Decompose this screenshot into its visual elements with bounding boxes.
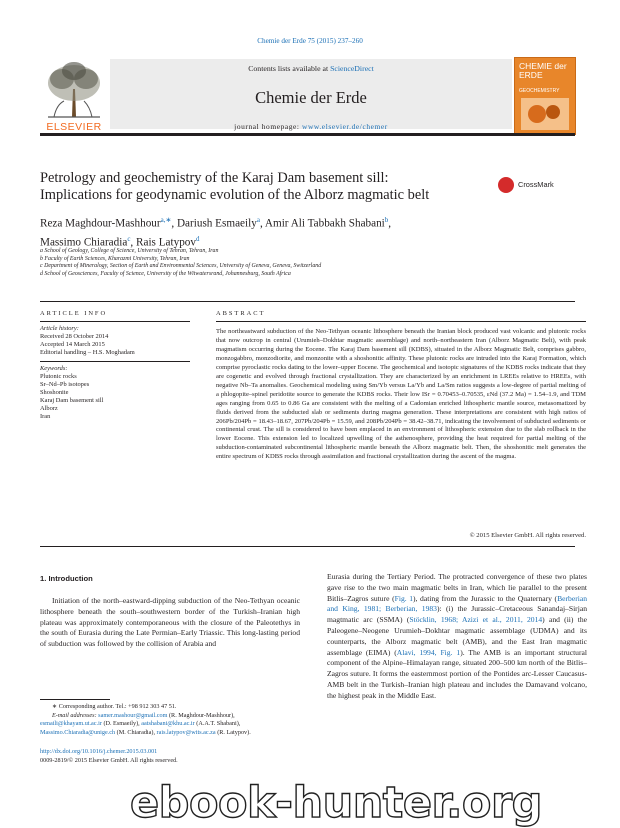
citation-link[interactable]: Berberian and King, 1981; Berberian, 1983	[327, 593, 587, 614]
abstract-rule	[216, 321, 586, 322]
corresponding-author-footnote: ∗ Corresponding author. Tel.: +98 912 303 47 51. E-mail addresses: samer.mashour@gmail.com (R. Maghdour-Mashhour), esmaili@khayam.ut.ac.ir (D. Esmaeily), aatshabani@khu.ac.ir (A.A.T. Shabani), Massimo.Chiaradia@unige.ch (M. Chiaradia), rais.latypov@wits.ac.za (R. Latypov).	[40, 703, 251, 736]
journal-cover-image	[514, 57, 576, 135]
elsevier-tree-logo	[40, 59, 108, 129]
email-link[interactable]: rais.latypov@wits.ac.za	[156, 728, 216, 736]
doi-link[interactable]: http://dx.doi.org/10.1016/j.chemer.2015.03.001	[40, 748, 158, 755]
keyword: Plutonic rocks	[40, 372, 77, 380]
author-list: Reza Maghdour-Mashhour$^{a,∗}$, Dariush Esmaeily$^a$, Amir Ali Tabbakh Shabani$^b$, Massimo Chiaradia$^c$, Rais Latypov$^d$	[40, 216, 392, 249]
keyword: Karaj Dam basement sill	[40, 396, 104, 404]
article-info-heading: ARTICLE INFO	[40, 310, 108, 317]
email-link[interactable]: samer.mashour@gmail.com	[98, 711, 168, 719]
crossmark-icon	[498, 177, 514, 193]
info-rule	[40, 321, 190, 322]
intro-column-right: Eurasia during the Tertiary Period. The protracted convergence of these two plates gave rise to the two main magmatic belts in Iran, which lie parallel to the present Bitlis–Zagros suture (Fig. 1), dating from the Jurassic to the Quaternary (Berberian and King, 1981; Berberian, 1983): (i) the Jurassic–Cretaceous Sanandaj–Sirjan magtmatic arc (SSMA) (Stöcklin, 1968; Azizi et al., 2011, 2014) and (ii) the Paleogene–Neogene Urumieh–Dokhtar magmatic assemblage (UDMA) and its counterparts, the Alborz magmatic belt (AMB), and the East Iran magmatic assemblage (EIMA) (Alavi, 1994, Fig. 1). The AMB is an important structural component of the Alpine–Himalayan range, situated 200–500 km north of the Bitlis–Zagros suture. It forms the easternmost portion of the Pontides arc-Lesser Caucasus-AMB belt in the Turkish–Iranian high plateau and includes the Damavand volcano, the highest peak in the Middle East.	[327, 572, 587, 700]
cover-title: CHEMIE der ERDE	[519, 61, 567, 80]
homepage-line: journal homepage: www.elsevier.de/chemer	[234, 122, 388, 131]
citation-link[interactable]: Stöcklin, 1968; Azizi et al., 2011, 2014	[409, 615, 543, 625]
article-info: Article history: Received 28 October 2014 Accepted 14 March 2015 Editorial handling – H.S. Moghadam Keywords: Plutonic rocks Sr–Nd–Pb isotopes Shoshonite Karaj Dam basement sill Alborz Iran	[40, 325, 190, 421]
homepage-link[interactable]: www.elsevier.de/chemer	[302, 122, 388, 131]
introduction-heading: 1. Introduction	[40, 574, 93, 583]
cover-subtitle: GEOCHEMISTRY	[519, 88, 560, 94]
abstract-copyright: © 2015 Elsevier GmbH. All rights reserved.	[469, 532, 586, 539]
crossmark-badge[interactable]: CrossMark	[498, 177, 578, 193]
journal-header	[110, 59, 512, 129]
journal-citation[interactable]: Chemie der Erde 75 (2015) 237–260	[257, 37, 363, 45]
email-link[interactable]: Massimo.Chiaradia@unige.ch	[40, 728, 116, 736]
keyword: Alborz	[40, 404, 58, 412]
header-divider	[40, 133, 575, 136]
keyword: Shoshonite	[40, 388, 69, 396]
affiliation-divider	[40, 301, 575, 302]
contents-line: Contents lists available at ScienceDirect	[248, 64, 374, 73]
article-title: Petrology and geochemistry of the Karaj Dam basement sill: Implications for geodynamic evolution of the Alborz magmatic belt	[40, 170, 430, 203]
email-link[interactable]: aatshabani@khu.ac.ir	[141, 720, 195, 727]
journal-title: Chemie der Erde	[255, 88, 367, 107]
abstract-bottom-rule	[40, 546, 575, 547]
fig-ref-link[interactable]: Fig. 1	[394, 593, 414, 603]
citation-link[interactable]: Alavi, 1994, Fig. 1	[396, 647, 461, 657]
abstract-heading: ABSTRACT	[216, 310, 266, 317]
keyword: Sr–Nd–Pb isotopes	[40, 380, 90, 388]
watermark: ebook-hunter.org	[130, 778, 542, 828]
intro-column-left: Initiation of the north–eastward-dipping subduction of the Neo-Tethyan oceanic lithosphere beneath the south–southwestern border of the Turkish–Iranian high plateau was approximately contemporaneous with the closure of the Paleotethys in the south of Eurasia during the Late Permian–Early Triassic. This long-lasting period of subduction was followed by the collision of Arabia and	[40, 596, 300, 649]
keyword: Iran	[40, 412, 51, 420]
sciencedirect-link[interactable]: ScienceDirect	[330, 64, 374, 73]
affiliations: a School of Geology, College of Science, University of Tehran, Tehran, Iran b Faculty of Earth Sciences, Kharazmi University, Tehran, Iran c Department of Mineralogy, Section of Earth and Environmental Sciences, University of Geneva, Geneva, Switzerland d School of Geosciences, Faculty of Science, University of the Witwatersrand, Johannesburg, South Africa	[40, 248, 322, 278]
doi-block: http://dx.doi.org/10.1016/j.chemer.2015.03.001 0009-2819/© 2015 Elsevier GmbH. All rights reserved.	[40, 748, 320, 765]
email-link[interactable]: esmaili@khayam.ut.ac.ir	[40, 720, 102, 727]
footnote-rule	[40, 699, 110, 700]
elsevier-wordmark: ELSEVIER	[46, 121, 102, 133]
abstract-text: The northeastward subduction of the Neo-Tethyan oceanic lithosphere beneath the Iranian block produced vast volcanic and plutonic rocks that now outcrop in central (Urumieh–Dokhtar magmatic assemblage) and north–northeastern Iran (Alborz Magmatic Belt), with peak magmatism occurring during the Eocene. The Karaj Dam basement sill (KDBS), situated in the Alborz Magmatic Belt, comprises gabbro, monzogabbro, monzodiorite, and monzonite with a shoshonitic affinity. These plutonic rocks are intruded into the Karaj Formation, which comprise pyroclastic rocks dating to the lower–upper Eocene. The geochemical and isotopic signatures of the KDBS rocks indicate that they are cogenetic and evolved through fractional crystallization. They are characterized by an enrichment in LREEs relative to HREEs, with negative Nb–Ta anomalies. Geochemical modeling using Sm/Yb versus La/Yb and La/Sm ratios suggests a low-degree of partial melting of a phlogopite–spinel peridotite source to generate the KDBS rocks. Their low ISr = 0.70453–0.70535, εNd (37.2 Ma) = 1.54–1.9, and TDM ages ranging from 0.65 to 0.86 Ga are consistent with the melting of a Cadomian enriched lithospheric mantle source, metasomatized by fluids derived from the subducted slab or sediments during magma generation. These interpretations are consistent with high ratios of 206Pb/204Pb = 18.43–18.67, 207Pb/204Pb = 15.59, and 208Pb/204Pb = 38.42–38.71, indicating the involvement of subducted sediments or continental crust. The sill is considered to have been emplaced in an environment of lithospheric extension due to the slab rollback in the lower Eocene. This extension led to localized upwelling of the asthenosphere, providing the heat required for partial melting of the subduction-contaminated subcontinental lithospheric mantle beneath the Alborz magmatic belt. Then, the shoshonitic melt generates the entire spectrum of KDBS rocks through assimilation and fractional crystallization during the ascent of the magma.	[216, 328, 586, 461]
